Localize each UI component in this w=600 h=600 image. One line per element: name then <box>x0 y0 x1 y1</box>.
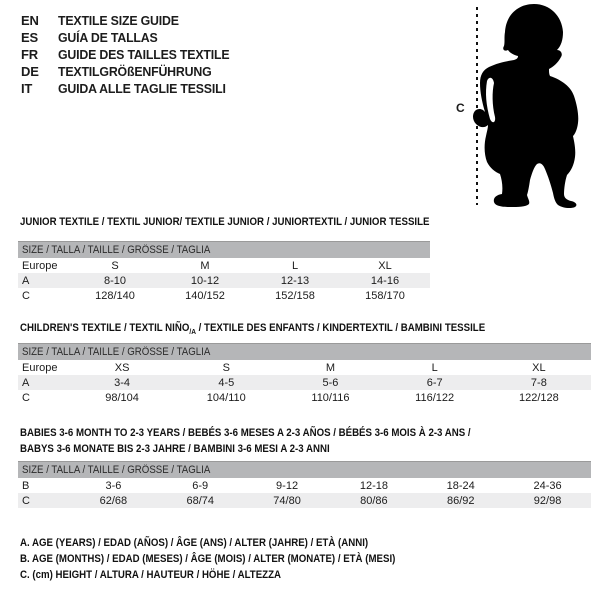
value-cell: 110/116 <box>311 391 350 404</box>
value-cell: 86/92 <box>417 493 504 508</box>
child-height-figure <box>450 1 595 215</box>
row-label: B <box>22 479 30 492</box>
table-row-europe <box>18 258 430 273</box>
babies-title-line2 <box>20 441 532 457</box>
baby-silhouette-graphic <box>450 1 595 215</box>
language-title: TEXTILGRÖßENFÜHRUNG <box>58 64 212 79</box>
value-cell: 7-8 <box>487 375 591 390</box>
row-label: A <box>18 273 70 288</box>
title-line-text: BABYS 3-6 MONATE BIS 2-3 JAHRE / BAMBINI 3-6 MESI A 2-3 ANNI <box>20 443 330 455</box>
language-title-block <box>21 12 238 97</box>
size-cell: M <box>325 361 336 374</box>
footnote-text: B. AGE (MONTHS) / EDAD (MESES) / ÂGE (MOIS) / ALTER (MONATE) / ETÀ (MESI) <box>20 553 396 565</box>
babies-size-table-wrap <box>18 461 591 508</box>
language-title: GUIDE DES TAILLES TEXTILE <box>58 47 230 62</box>
size-cell: L <box>431 361 438 374</box>
value-cell: 3-6 <box>105 479 122 492</box>
value-cell: 62/68 <box>70 493 157 508</box>
footnote-a <box>20 535 447 551</box>
table-row-height <box>18 288 430 303</box>
size-cell: XL <box>532 361 546 374</box>
value-cell: 14-16 <box>340 273 430 288</box>
value-cell: 6-7 <box>383 375 487 390</box>
value-cell: 12-18 <box>359 479 388 492</box>
value-cell: 8-10 <box>70 273 160 288</box>
title-sub: /A <box>189 327 196 337</box>
size-header-text: SIZE / TALLA / TAILLE / GRÖSSE / TAGLIA <box>22 346 211 358</box>
value-cell: 152/158 <box>275 289 315 302</box>
junior-size-table <box>18 241 430 303</box>
junior-table-title <box>20 214 485 230</box>
title-line-text: BABIES 3-6 MONTH TO 2-3 YEARS / BEBÉS 3-6 MESES A 2-3 AÑOS / BÉBÉS 3-6 MOIS À 2-3 ANS / <box>20 427 471 439</box>
value-cell: 92/98 <box>504 493 591 508</box>
footnote-c <box>20 567 447 583</box>
size-header-cell <box>18 344 591 361</box>
row-label: C <box>22 289 30 302</box>
language-title: TEXTILE SIZE GUIDE <box>58 13 179 28</box>
value-cell: 98/104 <box>105 391 139 404</box>
value-cell: 128/140 <box>95 289 135 302</box>
height-measure-label: C <box>456 101 465 115</box>
value-cell: 122/128 <box>518 391 559 404</box>
row-label: Europe <box>22 259 58 272</box>
footnote-text: A. AGE (YEARS) / EDAD (AÑOS) / ÂGE (ANS) / ALTER (JAHRE) / ETÀ (ANNI) <box>20 537 369 549</box>
language-title: GUIDA ALLE TAGLIE TESSILI <box>58 81 226 96</box>
language-code: EN <box>21 13 39 28</box>
row-label: C <box>22 391 30 404</box>
value-cell: 9-12 <box>276 479 299 492</box>
babies-size-table <box>18 461 591 508</box>
value-cell: 12-13 <box>250 273 340 288</box>
value-cell: 140/152 <box>185 289 225 302</box>
language-row-en <box>21 12 238 29</box>
title-post: / TEXTILE DES ENFANTS / KINDERTEXTIL / BAMBINI TESSILE <box>195 322 486 334</box>
table-row-months <box>18 478 591 493</box>
value-cell: 3-4 <box>70 375 174 390</box>
footnote-b <box>20 551 447 567</box>
value-cell: 104/110 <box>206 391 246 404</box>
value-cell: 158/170 <box>365 289 405 302</box>
footnotes <box>20 535 447 583</box>
size-cell: XL <box>378 259 392 272</box>
language-row-de <box>21 63 238 80</box>
children-size-table <box>18 343 591 405</box>
language-row-it <box>21 80 238 97</box>
size-cell: S <box>222 361 230 374</box>
value-cell: 10-12 <box>160 273 250 288</box>
size-header-cell <box>18 242 430 259</box>
junior-table-title-text: JUNIOR TEXTILE / TEXTIL JUNIOR/ TEXTILE JUNIOR / JUNIORTEXTIL / JUNIOR TESSILE <box>20 216 430 228</box>
language-title: GUÍA DE TALLAS <box>58 30 158 45</box>
value-cell: 5-6 <box>278 375 382 390</box>
size-header-text: SIZE / TALLA / TAILLE / GRÖSSE / TAGLIA <box>22 464 211 476</box>
title-pre: CHILDREN'S TEXTILE / TEXTIL NIÑO <box>20 322 190 334</box>
row-label: C <box>18 493 70 508</box>
value-cell: 4-5 <box>174 375 278 390</box>
value-cell: 74/80 <box>244 493 331 508</box>
size-header-row <box>18 344 591 361</box>
size-cell: M <box>200 259 210 272</box>
babies-table-title <box>20 425 532 457</box>
children-table-title-text <box>20 320 485 340</box>
size-cell: L <box>291 259 299 272</box>
value-cell: 6-9 <box>192 479 209 492</box>
value-cell: 68/74 <box>157 493 244 508</box>
language-row-fr <box>21 46 238 63</box>
value-cell: 80/86 <box>330 493 417 508</box>
value-cell: 116/122 <box>415 391 455 404</box>
row-label: A <box>18 375 70 390</box>
table-row-height <box>18 493 591 508</box>
children-table-title <box>20 320 549 340</box>
table-row-age <box>18 273 430 288</box>
table-row-age <box>18 375 591 390</box>
size-header-text: SIZE / TALLA / TAILLE / GRÖSSE / TAGLIA <box>22 244 211 256</box>
babies-title-line1 <box>20 425 532 441</box>
children-size-table-wrap <box>18 343 591 405</box>
size-header-row <box>18 462 591 479</box>
size-header-cell <box>18 462 591 479</box>
table-row-europe <box>18 360 591 375</box>
language-row-es <box>21 29 238 46</box>
row-label: Europe <box>22 361 58 374</box>
value-cell: 18-24 <box>446 479 475 492</box>
language-code: IT <box>21 81 33 96</box>
language-code: DE <box>21 64 39 79</box>
size-cell: S <box>111 259 119 272</box>
value-cell: 24-36 <box>533 479 562 492</box>
size-cell: XS <box>114 361 130 374</box>
language-code: FR <box>21 47 38 62</box>
table-row-height <box>18 390 591 405</box>
junior-size-table-wrap <box>18 241 430 303</box>
language-code: ES <box>21 30 38 45</box>
footnote-text: C. (cm) HEIGHT / ALTURA / HAUTEUR / HÖHE / ALTEZZA <box>20 569 282 581</box>
size-header-row <box>18 242 430 259</box>
